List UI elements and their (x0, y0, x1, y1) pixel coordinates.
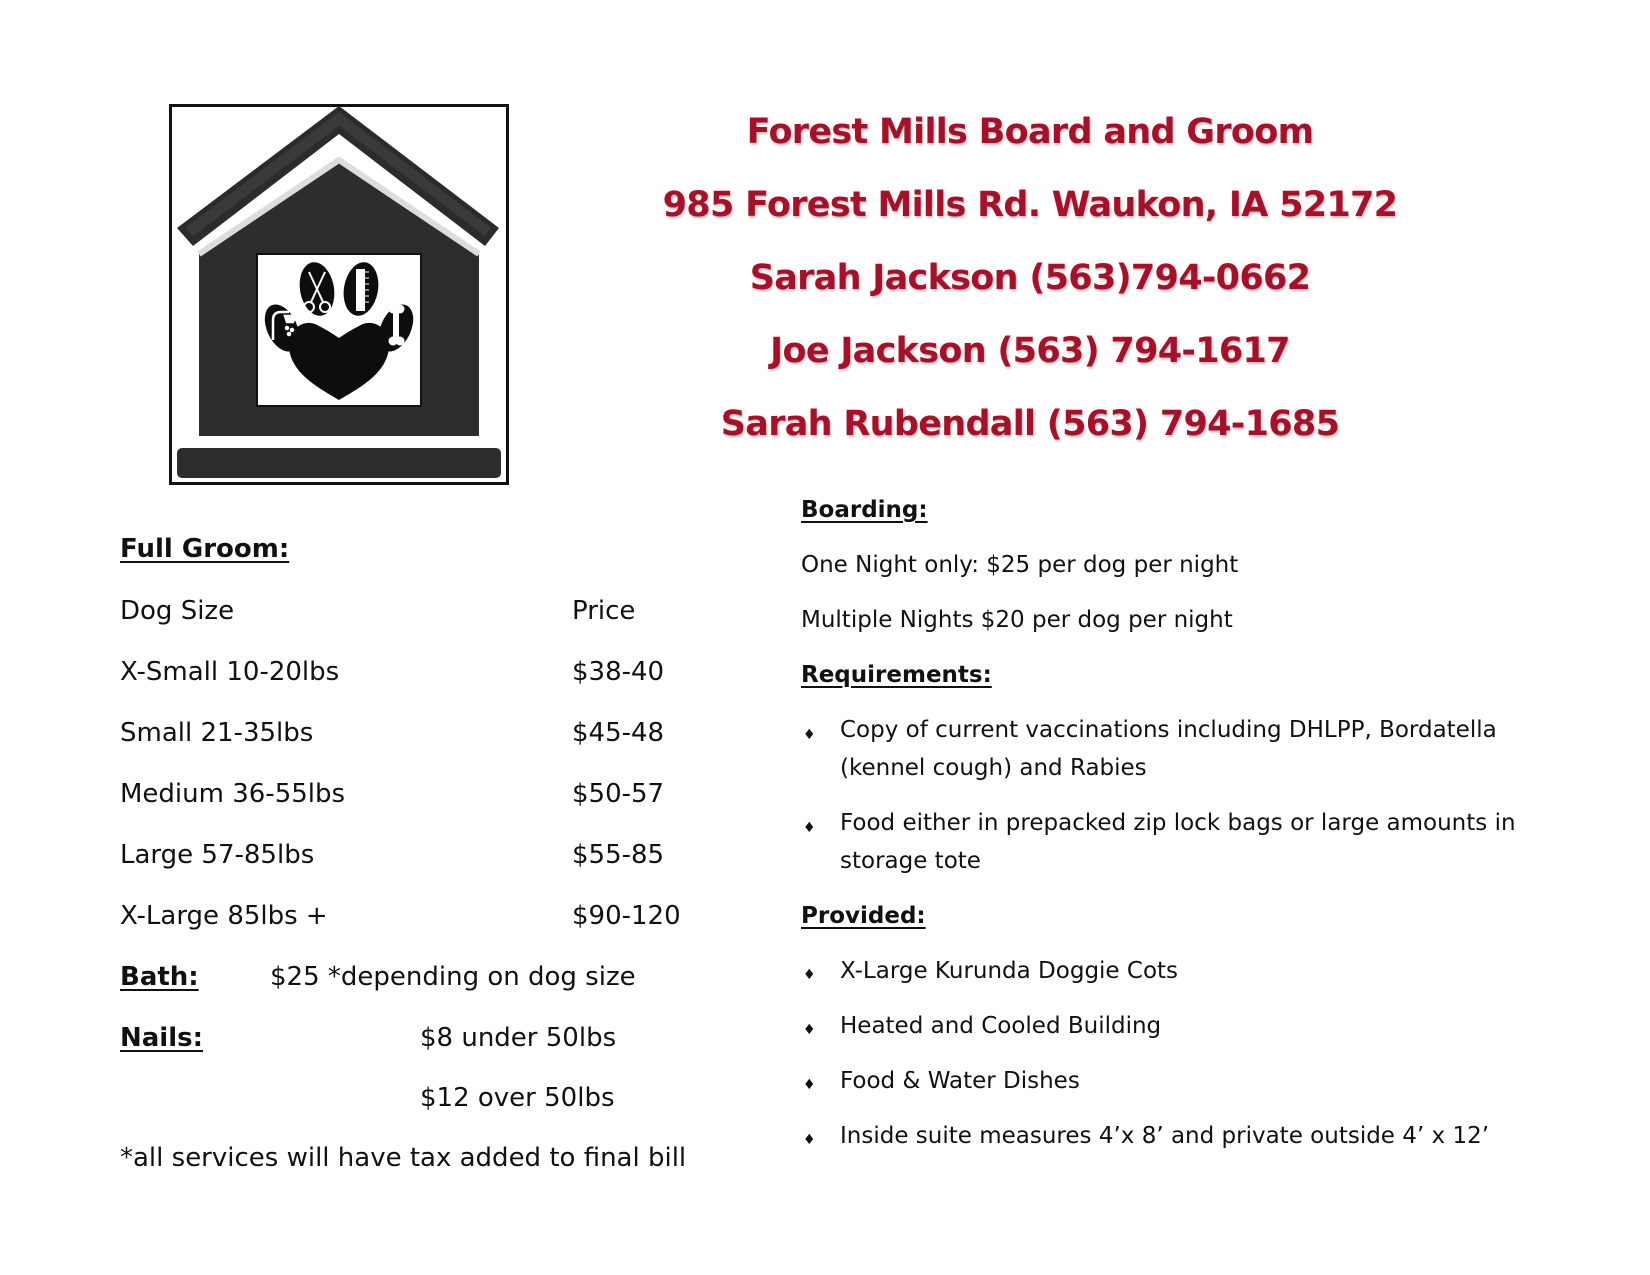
price-column-header: Price (572, 596, 636, 626)
provided-suite: Inside suite measures 4’x 8’ and private outside 4’ x 12’ (840, 1123, 1490, 1149)
business-logo (169, 104, 509, 485)
dog-size-column-header: Dog Size (120, 596, 235, 626)
contact-sarah-jackson: Sarah Jackson (563)794-0662 (749, 258, 1311, 298)
boarding-heading: Boarding: (801, 497, 928, 523)
business-name: Forest Mills Board and Groom (746, 112, 1314, 152)
bullet-icon: ♦ (803, 820, 816, 836)
bath-heading: Bath: (120, 962, 199, 992)
nails-heading: Nails: (120, 1023, 204, 1053)
business-header (640, 96, 1420, 461)
bullet-icon: ♦ (803, 1132, 816, 1148)
groom-size-medium: Medium 36-55lbs (120, 779, 346, 809)
nails-over-50-price: $12 over 50lbs (420, 1083, 615, 1113)
groom-price-xsmall: $38-40 (572, 657, 665, 687)
dog-house-icon (169, 104, 509, 485)
groom-price-xlarge: $90-120 (572, 901, 681, 931)
requirement-food: Food either in prepacked zip lock bags or large amounts in storage tote (840, 810, 1516, 874)
groom-price-medium: $50-57 (572, 779, 665, 809)
contact-joe-jackson: Joe Jackson (563) 794-1617 (770, 331, 1290, 371)
provided-dishes: Food & Water Dishes (840, 1068, 1080, 1094)
groom-price-large: $55-85 (572, 840, 665, 870)
nails-under-50-price: $8 under 50lbs (420, 1023, 617, 1053)
contact-sarah-rubendall: Sarah Rubendall (563) 794-1685 (720, 404, 1340, 444)
bullet-icon: ♦ (803, 727, 816, 743)
tax-note: *all services will have tax added to final bill (120, 1143, 687, 1173)
bullet-icon: ♦ (803, 967, 816, 983)
requirement-vaccinations: Copy of current vaccinations including DHLPP, Bordatella (kennel cough) and Rabies (840, 717, 1497, 781)
groom-size-xlarge: X-Large 85lbs + (120, 901, 328, 931)
full-groom-heading: Full Groom: (120, 534, 290, 564)
groom-size-large: Large 57-85lbs (120, 840, 315, 870)
bullet-icon: ♦ (803, 1022, 816, 1038)
business-address: 985 Forest Mills Rd. Waukon, IA 52172 (662, 185, 1398, 225)
groom-price-small: $45-48 (572, 718, 665, 748)
provided-cots: X-Large Kurunda Doggie Cots (840, 958, 1179, 984)
provided-heading: Provided: (801, 903, 926, 929)
groom-size-small: Small 21-35lbs (120, 718, 314, 748)
groom-size-xsmall: X-Small 10-20lbs (120, 657, 340, 687)
requirements-heading: Requirements: (801, 662, 992, 688)
boarding-multiple-nights: Multiple Nights $20 per dog per night (801, 607, 1233, 633)
bullet-icon: ♦ (803, 1077, 816, 1093)
bath-price: $25 *depending on dog size (270, 962, 636, 992)
provided-building: Heated and Cooled Building (840, 1013, 1162, 1039)
boarding-one-night: One Night only: $25 per dog per night (801, 552, 1239, 578)
